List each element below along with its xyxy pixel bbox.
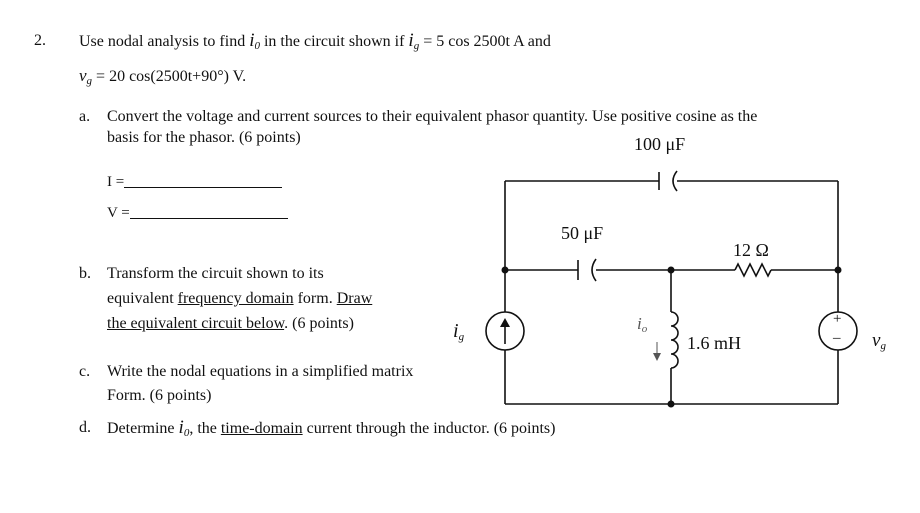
frequency-domain-term: frequency domain <box>177 290 294 307</box>
node-bottom <box>668 401 675 408</box>
time-domain-term: time-domain <box>220 420 303 437</box>
problem-number: 2. <box>34 32 46 49</box>
part-c-text-1: Write the nodal equations in a simplified matrix <box>107 363 414 380</box>
phasor-v-label: V = <box>107 205 130 221</box>
problem-line-2-end: = 20 cos(2500t+90°) V. <box>96 68 247 85</box>
part-b-text-2: equivalent frequency domain form. Draw <box>107 290 373 307</box>
part-a-label: a. <box>79 108 91 125</box>
inductor-label: 1.6 mH <box>687 333 741 353</box>
part-a-text-2: basis for the phasor. (6 points) <box>107 129 301 146</box>
resistor-label: 12 Ω <box>733 240 769 260</box>
ig-symbol: $i_g$ <box>408 30 420 52</box>
part-d-label: d. <box>79 419 91 436</box>
part-c-label: c. <box>79 363 91 380</box>
part-b-text-1: Transform the circuit shown to its <box>107 265 324 282</box>
voltage-plus-sign: + <box>833 311 842 327</box>
part-a-text-1: Convert the voltage and current sources to their equivalent phasor quantity. Use positive cosine as the <box>107 108 758 125</box>
phasor-i-label: I = <box>107 174 125 190</box>
node-middle <box>668 267 675 274</box>
node-right <box>835 267 842 274</box>
cap-mid-plate-2 <box>592 259 596 281</box>
part-c-text-2: Form. (6 points) <box>107 387 212 404</box>
voltage-minus-sign: – <box>833 330 841 346</box>
vg-label: $v_g$ <box>872 330 886 352</box>
vg-symbol: $v_g$ <box>79 66 93 87</box>
part-b-label: b. <box>79 265 91 282</box>
resistor-zigzag <box>735 264 771 276</box>
io-label: $i_o$ <box>637 314 648 335</box>
inductor-coil <box>671 312 678 368</box>
problem-line-1-mid: in the circuit shown if <box>263 33 405 50</box>
part-b-text-3: the equivalent circuit below. (6 points) <box>107 315 354 332</box>
node-left <box>502 267 509 274</box>
io-arrowhead <box>653 353 661 361</box>
cap-top-label: 100 μF <box>634 134 686 154</box>
cap-mid-label: 50 μF <box>561 223 604 243</box>
io-symbol-d: $i_0$ <box>178 417 190 439</box>
problem-line-1-end: = 5 cos 2500t A and <box>423 33 551 50</box>
part-d-text: Determine $i_0$, the time-domain current through the inductor. (6 points) <box>107 417 556 439</box>
io-symbol: $i_0$ <box>249 30 260 52</box>
cap-top-plate-2 <box>673 171 677 191</box>
ig-label: $i_g$ <box>453 320 465 343</box>
problem-line-1-start: Use nodal analysis to find <box>79 33 246 50</box>
